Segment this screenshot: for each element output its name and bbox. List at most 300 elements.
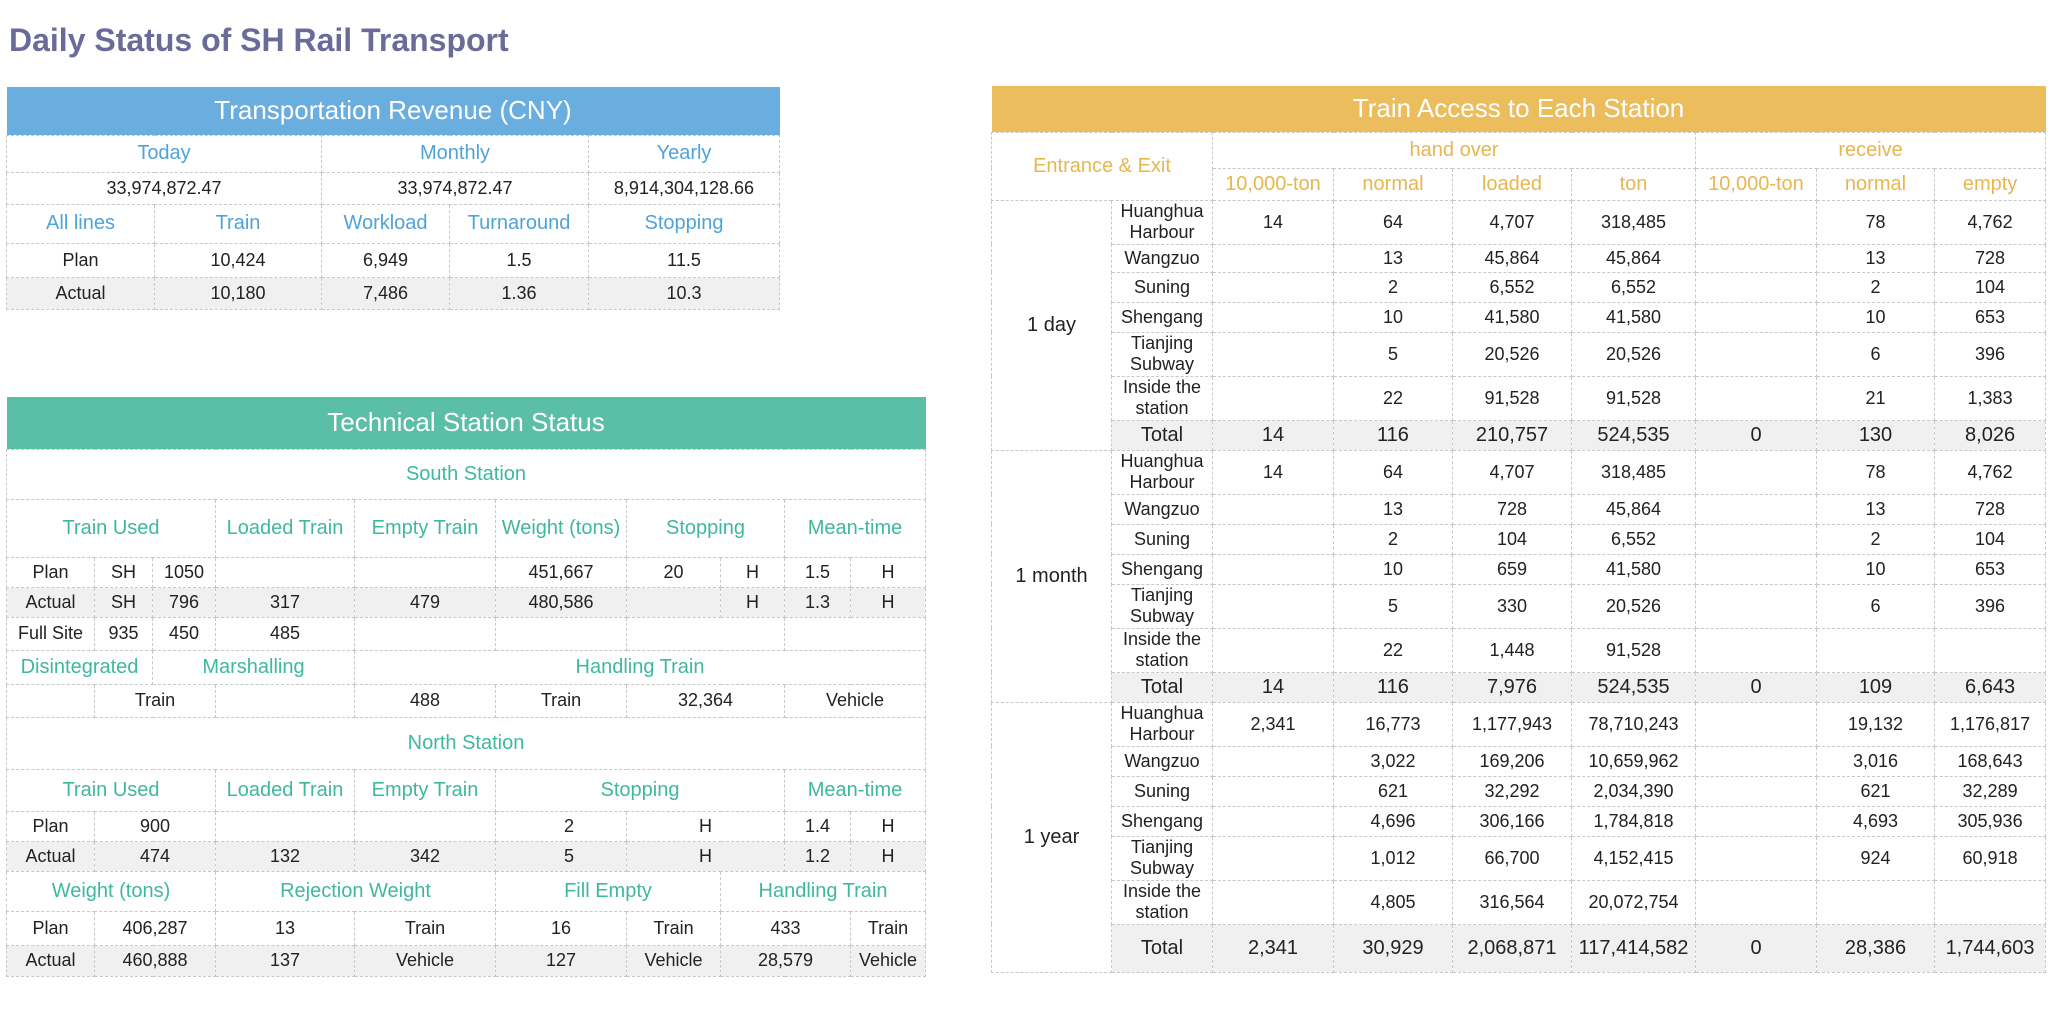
table-cell: 14 — [1213, 672, 1334, 702]
table-cell: 480,586 — [496, 587, 627, 617]
table-cell: 45,864 — [1572, 494, 1696, 524]
table-cell: 21 — [1817, 376, 1935, 420]
table-cell: 10,424 — [155, 243, 322, 277]
table-cell: 2,068,871 — [1453, 924, 1572, 972]
table-cell: 1050 — [153, 557, 216, 587]
table-cell: 728 — [1935, 244, 2046, 272]
col-handover-normal: normal — [1334, 168, 1453, 200]
table-cell: 20,526 — [1572, 584, 1696, 628]
station-name: Shengang — [1112, 302, 1213, 332]
station-name: Inside the station — [1112, 628, 1213, 672]
table-cell: Plan — [7, 557, 95, 587]
table-cell: 41,580 — [1572, 302, 1696, 332]
table-cell: 14 — [1213, 200, 1334, 244]
south-col-mean-time: Mean-time — [785, 499, 926, 557]
table-cell: 1,784,818 — [1572, 806, 1696, 836]
table-row — [992, 702, 2046, 746]
table-cell: 210,757 — [1453, 420, 1572, 450]
table-row — [992, 302, 2046, 332]
station-name: Wangzuo — [1112, 244, 1213, 272]
table-cell — [1696, 244, 1817, 272]
table-cell — [1696, 806, 1817, 836]
north-col-train-used: Train Used — [7, 769, 216, 811]
revenue-header-monthly: Monthly — [322, 135, 589, 172]
table-cell: 19,132 — [1817, 702, 1935, 746]
table-cell: 451,667 — [496, 557, 627, 587]
table-cell: 78 — [1817, 200, 1935, 244]
table-cell: Train — [355, 911, 496, 945]
table-cell: Actual — [7, 945, 95, 976]
table-cell: 2,341 — [1213, 702, 1334, 746]
table-cell — [7, 684, 95, 717]
table-row — [992, 200, 2046, 244]
table-cell — [1935, 628, 2046, 672]
table-cell: 13 — [216, 911, 355, 945]
south-col-marshalling: Marshalling — [153, 650, 355, 684]
station-name: Tianjing Subway — [1112, 584, 1213, 628]
table-cell: 6 — [1817, 584, 1935, 628]
north-station-title: North Station — [7, 717, 926, 769]
station-name: Suning — [1112, 272, 1213, 302]
table-cell: Vehicle — [785, 684, 926, 717]
table-cell: 1.5 — [450, 243, 589, 277]
table-cell — [216, 811, 355, 841]
table-cell: 41,580 — [1453, 302, 1572, 332]
table-cell: 6 — [1817, 332, 1935, 376]
table-cell: 104 — [1935, 272, 2046, 302]
table-cell: 1.2 — [785, 841, 851, 871]
table-cell: 10 — [1334, 554, 1453, 584]
table-cell: Actual — [7, 841, 95, 871]
table-cell — [1696, 302, 1817, 332]
north-col-empty-train: Empty Train — [355, 769, 496, 811]
table-cell: 2 — [1817, 524, 1935, 554]
table-cell: 10,180 — [155, 277, 322, 309]
table-cell: 728 — [1935, 494, 2046, 524]
table-cell: 14 — [1213, 450, 1334, 494]
table-cell: 924 — [1817, 836, 1935, 880]
table-cell: 659 — [1453, 554, 1572, 584]
table-row — [992, 836, 2046, 880]
table-cell: 4,707 — [1453, 200, 1572, 244]
table-row — [992, 494, 2046, 524]
table-cell: H — [851, 557, 926, 587]
table-cell: 0 — [1696, 672, 1817, 702]
table-cell — [216, 684, 355, 717]
table-cell: 66,700 — [1453, 836, 1572, 880]
table-cell — [1213, 554, 1334, 584]
table-cell: 1,744,603 — [1935, 924, 2046, 972]
table-cell — [1696, 554, 1817, 584]
col-receive-empty: empty — [1935, 168, 2046, 200]
table-cell: 64 — [1334, 450, 1453, 494]
table-cell — [1696, 776, 1817, 806]
table-cell: 2 — [496, 811, 627, 841]
table-row — [992, 746, 2046, 776]
table-cell: 11.5 — [589, 243, 780, 277]
north-col-weight: Weight (tons) — [7, 871, 216, 911]
table-cell: 406,287 — [95, 911, 216, 945]
table-cell: 1.5 — [785, 557, 851, 587]
table-cell — [1213, 836, 1334, 880]
table-cell: 10 — [1334, 302, 1453, 332]
table-cell: SH — [95, 557, 153, 587]
table-cell: 45,864 — [1572, 244, 1696, 272]
table-cell: 1.3 — [785, 587, 851, 617]
table-cell — [1213, 244, 1334, 272]
table-cell — [1817, 880, 1935, 924]
table-cell: 728 — [1453, 494, 1572, 524]
table-row — [7, 557, 926, 587]
table-cell: 621 — [1817, 776, 1935, 806]
entrance-exit-header: Entrance & Exit — [992, 132, 1213, 200]
station-name: Shengang — [1112, 806, 1213, 836]
table-cell — [1213, 746, 1334, 776]
table-row — [992, 672, 2046, 702]
table-cell — [1213, 628, 1334, 672]
table-cell: 4,805 — [1334, 880, 1453, 924]
table-cell: H — [851, 841, 926, 871]
table-cell: 116 — [1334, 672, 1453, 702]
table-cell: 10 — [1817, 302, 1935, 332]
table-cell: 396 — [1935, 584, 2046, 628]
table-cell: Vehicle — [627, 945, 721, 976]
table-cell: 2 — [1334, 524, 1453, 554]
north-col-loaded-train: Loaded Train — [216, 769, 355, 811]
table-row — [7, 587, 926, 617]
station-name: Shengang — [1112, 554, 1213, 584]
table-cell: 2 — [1334, 272, 1453, 302]
table-cell: 1.4 — [785, 811, 851, 841]
table-row — [992, 628, 2046, 672]
table-cell: 168,643 — [1935, 746, 2046, 776]
revenue-table — [6, 87, 780, 310]
revenue-value-yearly: 8,914,304,128.66 — [589, 172, 780, 204]
table-cell — [627, 617, 785, 650]
table-cell: 109 — [1817, 672, 1935, 702]
south-col-train-used: Train Used — [7, 499, 216, 557]
table-cell: 91,528 — [1453, 376, 1572, 420]
table-row — [992, 524, 2046, 554]
table-cell — [496, 617, 627, 650]
table-cell — [1696, 494, 1817, 524]
north-col-mean-time: Mean-time — [785, 769, 926, 811]
revenue-value-monthly: 33,974,872.47 — [322, 172, 589, 204]
station-name: Inside the station — [1112, 376, 1213, 420]
table-cell — [1213, 776, 1334, 806]
table-cell: 10,659,962 — [1572, 746, 1696, 776]
table-cell: 479 — [355, 587, 496, 617]
table-cell: 8,026 — [1935, 420, 2046, 450]
north-col-stopping: Stopping — [496, 769, 785, 811]
table-cell: 30,929 — [1334, 924, 1453, 972]
table-cell: 7,976 — [1453, 672, 1572, 702]
table-cell: 13 — [1334, 244, 1453, 272]
col-handover-ton: ton — [1572, 168, 1696, 200]
table-cell — [355, 811, 496, 841]
south-col-stopping: Stopping — [627, 499, 785, 557]
table-cell: Train — [627, 911, 721, 945]
revenue-panel — [6, 87, 779, 310]
table-cell: 1,176,817 — [1935, 702, 2046, 746]
table-row — [992, 450, 2046, 494]
table-cell — [1213, 376, 1334, 420]
table-cell: 318,485 — [1572, 200, 1696, 244]
table-cell: 4,707 — [1453, 450, 1572, 494]
table-cell: 32,364 — [627, 684, 785, 717]
station-name: Wangzuo — [1112, 746, 1213, 776]
table-cell: 28,579 — [721, 945, 851, 976]
table-cell: 433 — [721, 911, 851, 945]
table-cell: 2,034,390 — [1572, 776, 1696, 806]
table-cell: H — [627, 811, 785, 841]
north-col-rejection-weight: Rejection Weight — [216, 871, 496, 911]
table-row — [992, 272, 2046, 302]
table-cell — [1696, 836, 1817, 880]
north-col-handling-train: Handling Train — [721, 871, 926, 911]
table-cell: 1.36 — [450, 277, 589, 309]
table-cell: H — [721, 587, 785, 617]
table-cell: 317 — [216, 587, 355, 617]
table-cell: 653 — [1935, 554, 2046, 584]
table-cell — [1696, 746, 1817, 776]
table-row — [7, 811, 926, 841]
table-cell: 474 — [95, 841, 216, 871]
table-cell: 14 — [1213, 420, 1334, 450]
table-cell — [627, 587, 721, 617]
revenue-col-workload: Workload — [322, 204, 450, 243]
table-row — [992, 776, 2046, 806]
table-cell: 5 — [1334, 584, 1453, 628]
table-cell: 6,949 — [322, 243, 450, 277]
table-cell: 1,383 — [1935, 376, 2046, 420]
table-cell — [1696, 584, 1817, 628]
table-cell: Train — [851, 911, 926, 945]
technical-station-title: Technical Station Status — [7, 397, 926, 449]
table-cell: 10 — [1817, 554, 1935, 584]
station-name: Tianjing Subway — [1112, 332, 1213, 376]
table-cell: 342 — [355, 841, 496, 871]
table-cell: 900 — [95, 811, 216, 841]
station-name: Total — [1112, 420, 1213, 450]
table-row — [7, 617, 926, 650]
table-cell: 32,289 — [1935, 776, 2046, 806]
table-cell: 104 — [1453, 524, 1572, 554]
table-cell — [1935, 880, 2046, 924]
table-cell: 28,386 — [1817, 924, 1935, 972]
table-cell: Vehicle — [851, 945, 926, 976]
table-cell: 13 — [1817, 244, 1935, 272]
table-cell: 6,643 — [1935, 672, 2046, 702]
station-name: Huanghua Harbour — [1112, 702, 1213, 746]
table-cell: 1,177,943 — [1453, 702, 1572, 746]
table-row — [7, 841, 926, 871]
table-cell: 6,552 — [1572, 272, 1696, 302]
table-cell: 13 — [1334, 494, 1453, 524]
table-row — [7, 243, 780, 277]
north-col-fill-empty: Fill Empty — [496, 871, 721, 911]
revenue-header-yearly: Yearly — [589, 135, 780, 172]
table-cell: 91,528 — [1572, 376, 1696, 420]
train-access-title: Train Access to Each Station — [992, 86, 2046, 132]
table-cell: 488 — [355, 684, 496, 717]
table-row — [992, 924, 2046, 972]
table-cell: Plan — [7, 243, 155, 277]
table-cell: 4,696 — [1334, 806, 1453, 836]
table-cell: 41,580 — [1572, 554, 1696, 584]
station-name: Huanghua Harbour — [1112, 450, 1213, 494]
table-cell — [1213, 806, 1334, 836]
table-cell: 0 — [1696, 924, 1817, 972]
table-cell: Plan — [7, 911, 95, 945]
table-cell: 4,152,415 — [1572, 836, 1696, 880]
table-cell: Full Site — [7, 617, 95, 650]
revenue-title: Transportation Revenue (CNY) — [7, 87, 780, 135]
table-cell: 127 — [496, 945, 627, 976]
period-label: 1 day — [992, 200, 1112, 450]
table-cell: 1,012 — [1334, 836, 1453, 880]
table-cell: 4,693 — [1817, 806, 1935, 836]
table-row — [7, 911, 926, 945]
col-handover-loaded: loaded — [1453, 168, 1572, 200]
table-cell: 16,773 — [1334, 702, 1453, 746]
table-row — [992, 376, 2046, 420]
station-name: Total — [1112, 924, 1213, 972]
revenue-col-turnaround: Turnaround — [450, 204, 589, 243]
station-name: Suning — [1112, 524, 1213, 554]
table-cell: 20 — [627, 557, 721, 587]
revenue-col-train: Train — [155, 204, 322, 243]
table-cell: 935 — [95, 617, 153, 650]
table-cell: 330 — [1453, 584, 1572, 628]
table-cell — [1213, 524, 1334, 554]
south-col-weight: Weight (tons) — [496, 499, 627, 557]
table-cell: Vehicle — [355, 945, 496, 976]
station-name: Inside the station — [1112, 880, 1213, 924]
table-cell: 0 — [1696, 420, 1817, 450]
table-cell: 78 — [1817, 450, 1935, 494]
table-cell — [785, 617, 926, 650]
table-cell: 78,710,243 — [1572, 702, 1696, 746]
table-cell — [1213, 494, 1334, 524]
table-cell: Actual — [7, 587, 95, 617]
period-label: 1 year — [992, 702, 1112, 972]
table-row — [992, 880, 2046, 924]
receive-header: receive — [1696, 132, 2046, 168]
table-cell: 2,341 — [1213, 924, 1334, 972]
page-title: Daily Status of SH Rail Transport — [9, 22, 509, 58]
table-cell: 6,552 — [1572, 524, 1696, 554]
table-cell: 13 — [1817, 494, 1935, 524]
south-col-empty-train: Empty Train — [355, 499, 496, 557]
hand-over-header: hand over — [1213, 132, 1696, 168]
table-cell — [1696, 702, 1817, 746]
south-col-loaded-train: Loaded Train — [216, 499, 355, 557]
table-cell — [1696, 272, 1817, 302]
table-cell: 653 — [1935, 302, 2046, 332]
train-access-body — [992, 200, 2046, 972]
table-cell: 485 — [216, 617, 355, 650]
south-station-title: South Station — [7, 449, 926, 499]
revenue-col-all-lines: All lines — [7, 204, 155, 243]
table-cell: Actual — [7, 277, 155, 309]
revenue-header-today: Today — [7, 135, 322, 172]
table-row — [7, 684, 926, 717]
table-cell: H — [627, 841, 785, 871]
table-cell — [1696, 200, 1817, 244]
col-handover-10000-ton: 10,000-ton — [1213, 168, 1334, 200]
table-cell: 1,448 — [1453, 628, 1572, 672]
table-row — [992, 584, 2046, 628]
table-cell: 32,292 — [1453, 776, 1572, 806]
table-cell: 5 — [1334, 332, 1453, 376]
table-cell — [1213, 584, 1334, 628]
table-cell: 116 — [1334, 420, 1453, 450]
table-cell: 60,918 — [1935, 836, 2046, 880]
technical-station-table — [6, 397, 926, 977]
station-name: Suning — [1112, 776, 1213, 806]
table-cell — [1696, 376, 1817, 420]
table-cell — [1213, 880, 1334, 924]
train-access-panel — [991, 86, 2045, 973]
table-cell: 3,022 — [1334, 746, 1453, 776]
col-receive-normal: normal — [1817, 168, 1935, 200]
table-cell: 796 — [153, 587, 216, 617]
table-cell: SH — [95, 587, 153, 617]
table-cell: 22 — [1334, 628, 1453, 672]
table-cell: Plan — [7, 811, 95, 841]
table-cell — [1696, 628, 1817, 672]
table-cell: Train — [496, 684, 627, 717]
table-cell — [1696, 524, 1817, 554]
table-cell: 20,072,754 — [1572, 880, 1696, 924]
table-cell: 460,888 — [95, 945, 216, 976]
table-cell: 20,526 — [1453, 332, 1572, 376]
table-cell: 450 — [153, 617, 216, 650]
table-cell — [355, 617, 496, 650]
table-cell: H — [851, 811, 926, 841]
table-cell: 3,016 — [1817, 746, 1935, 776]
table-cell — [1213, 302, 1334, 332]
revenue-col-stopping: Stopping — [589, 204, 780, 243]
technical-station-panel — [6, 397, 925, 977]
table-cell: 318,485 — [1572, 450, 1696, 494]
table-cell: 5 — [496, 841, 627, 871]
col-receive-10000-ton: 10,000-ton — [1696, 168, 1817, 200]
table-cell: 16 — [496, 911, 627, 945]
table-cell — [1213, 272, 1334, 302]
station-name: Total — [1112, 672, 1213, 702]
revenue-value-today: 33,974,872.47 — [7, 172, 322, 204]
table-cell: H — [721, 557, 785, 587]
table-cell: 2 — [1817, 272, 1935, 302]
station-name: Wangzuo — [1112, 494, 1213, 524]
table-cell: 305,936 — [1935, 806, 2046, 836]
table-cell — [1213, 332, 1334, 376]
table-cell: 4,762 — [1935, 200, 2046, 244]
station-name: Tianjing Subway — [1112, 836, 1213, 880]
table-cell: 91,528 — [1572, 628, 1696, 672]
table-cell: 316,564 — [1453, 880, 1572, 924]
table-cell: H — [851, 587, 926, 617]
table-cell — [216, 557, 355, 587]
table-cell: 64 — [1334, 200, 1453, 244]
table-cell: Train — [95, 684, 216, 717]
table-cell: 117,414,582 — [1572, 924, 1696, 972]
table-cell — [1696, 332, 1817, 376]
table-row — [7, 945, 926, 976]
south-col-handling-train: Handling Train — [355, 650, 926, 684]
